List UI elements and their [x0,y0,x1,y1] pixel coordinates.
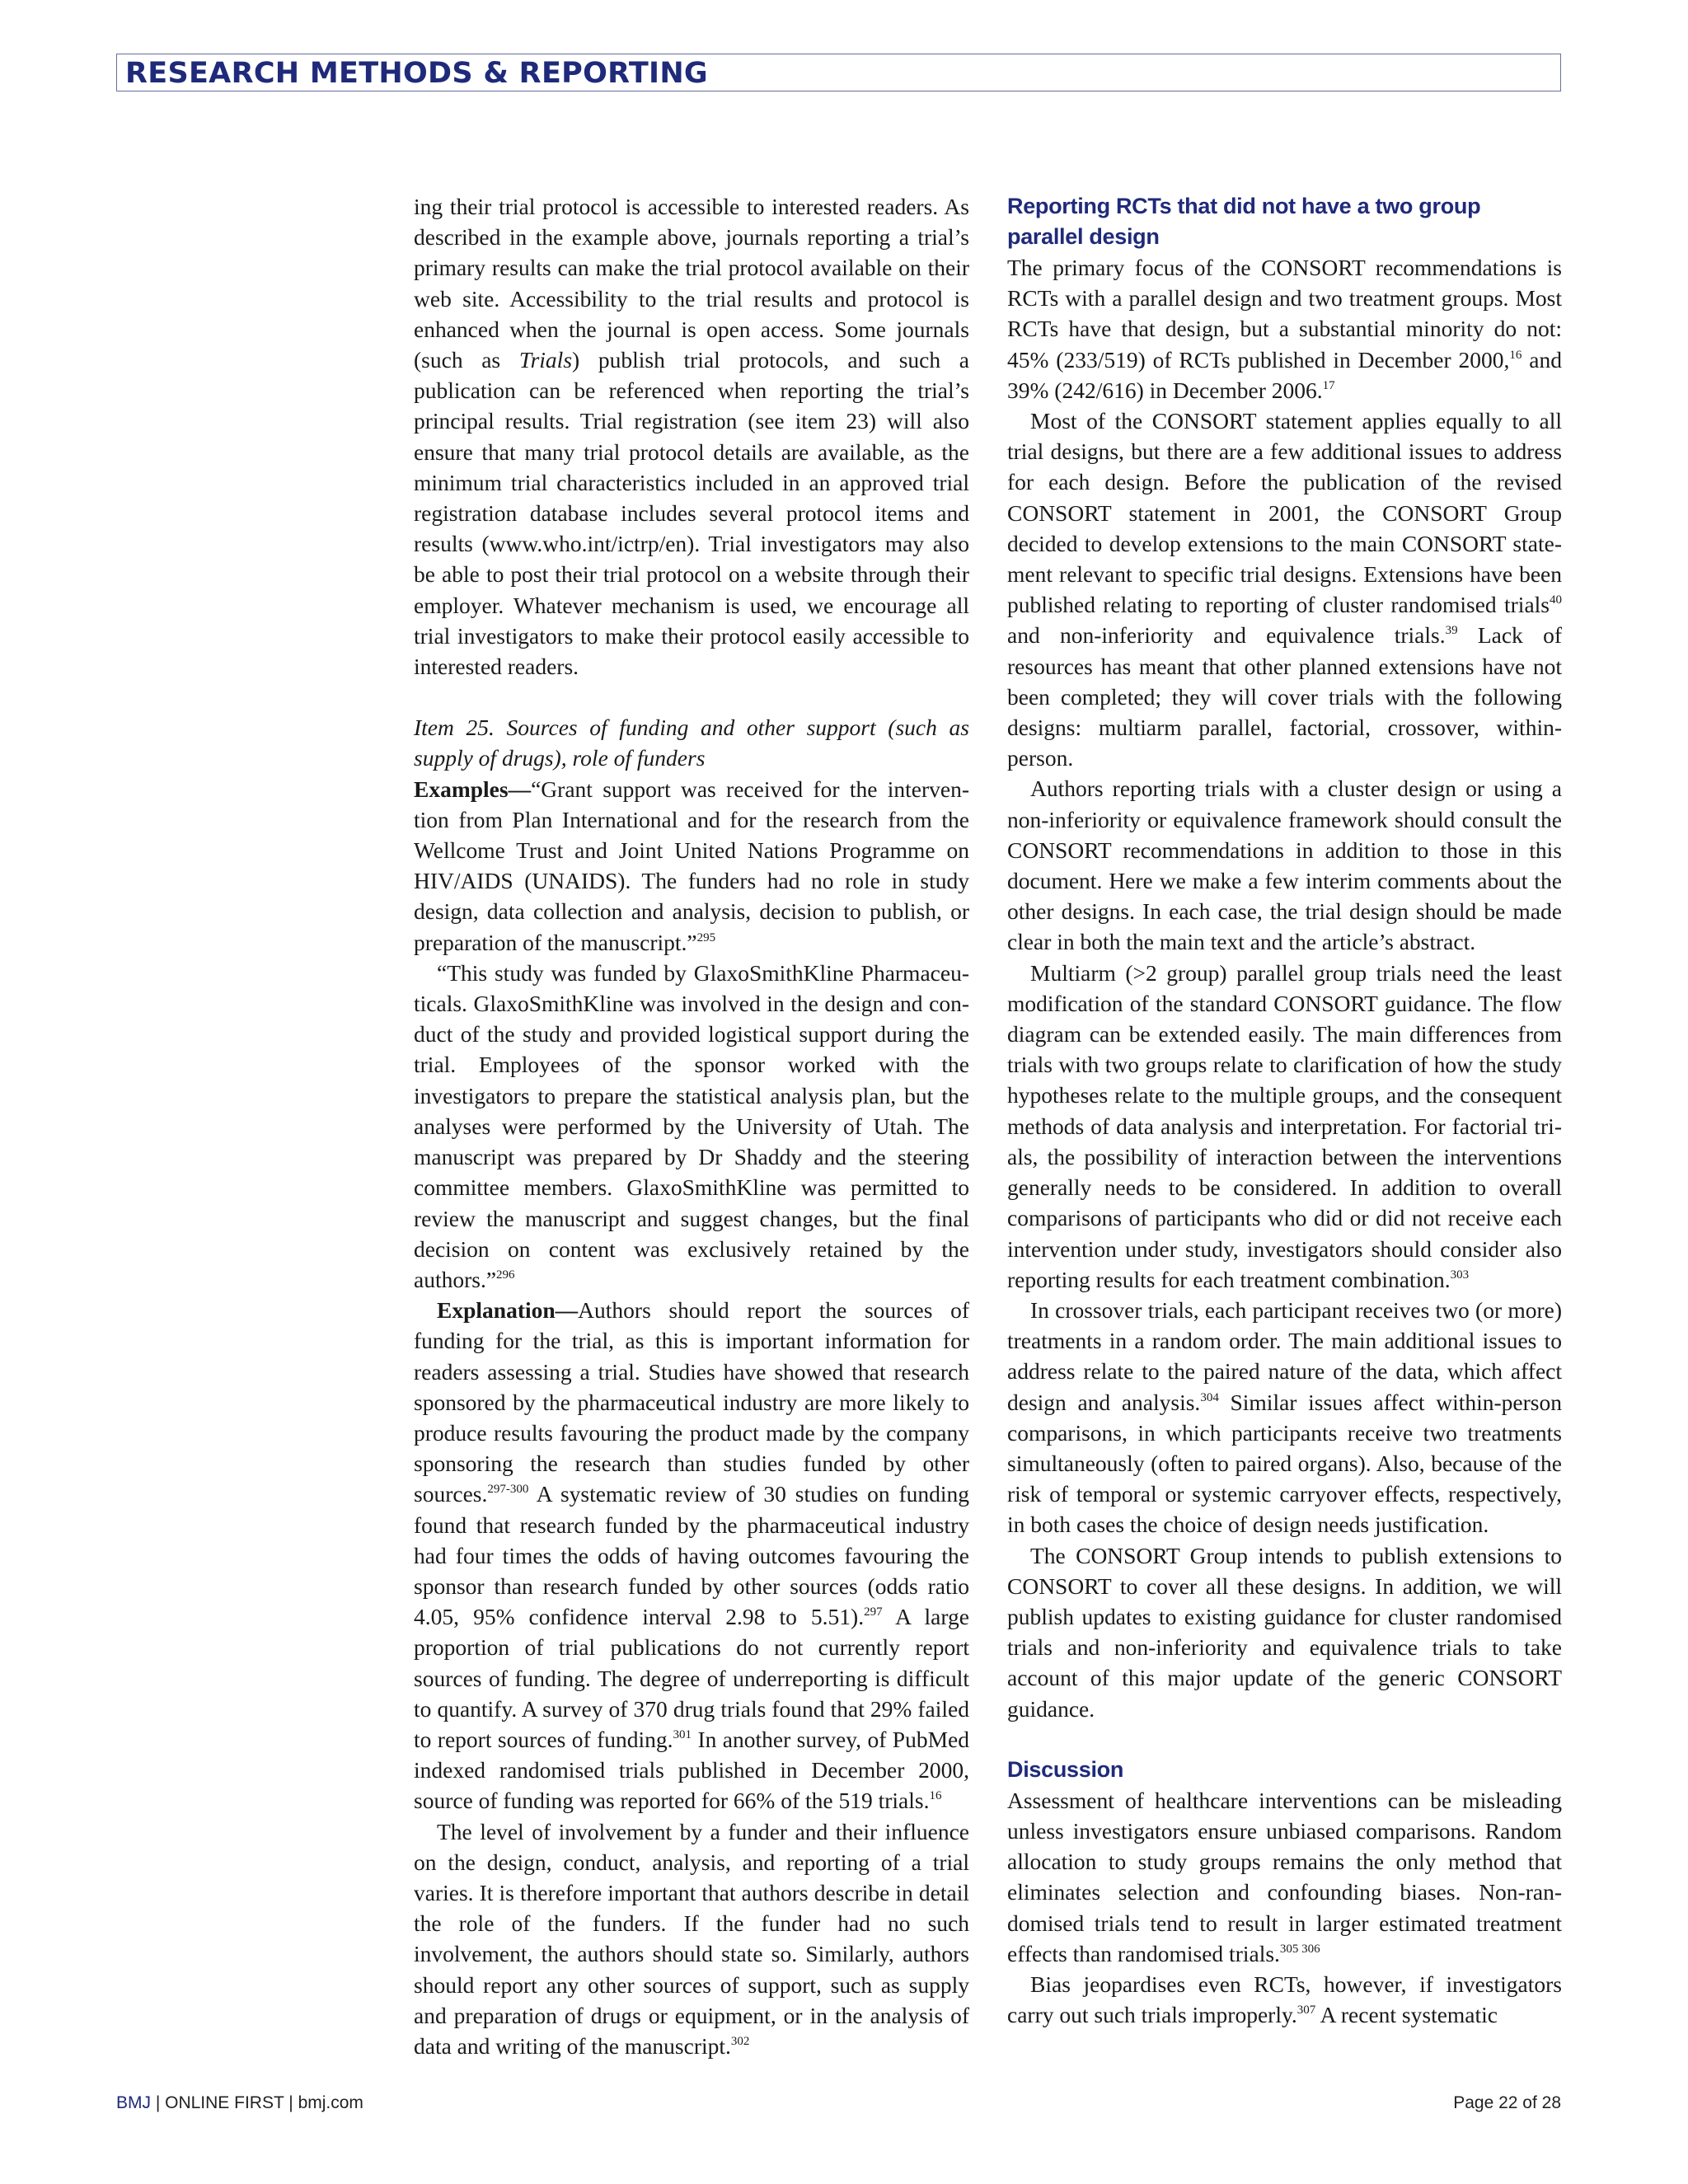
reference-superscript: 296 [496,1268,515,1282]
section-title: RESEARCH METHODS & REPORTING [125,57,708,90]
bias-paragraph [1007,1969,1562,2030]
reference-superscript: 307 [1296,2004,1316,2018]
edition-label: ONLINE FIRST [165,2093,284,2112]
text-run: The level of involvement by a funder and their influence on the design, conduct, analysis, and reporting of a trial varies. It is therefore important that authors describe in detail the role of the funders. If the funder had no such involvement, the authors should state so. Similarly, authors should report any other sources of support, such as supply and preparation of drugs or equipment, or in the analysis of data and writing of the manuscript. [414,1818,969,2059]
reference-superscript: 297-300 [487,1483,529,1497]
text-run: Similar issues affect within-person comparisons, in which participants receive two treatments simultaneously (often to paired organs). Also, because of the risk of temporal or systemic carryover effects, respectively, in both cases the choice of design needs justification. [1007,1389,1562,1538]
text-run: In crossover trials, each participant receives two (or more) treatments in a random order. The main additional issues to address relate to the paired nature of the data, which affect design and analysis. [1007,1296,1562,1415]
reference-superscript: 302 [730,2034,750,2048]
text-run: Lack of resources has meant that other planned extensions have not been completed; they will cover trials with the following designs: multiarm parallel, factorial, crossover, within-person. [1007,622,1562,771]
journal-brand: BMJ [116,2093,151,2112]
cluster-design-paragraph: Authors reporting trials with a cluster design or using a non-inferiority or equivalence framework should consult the CONSORT recommendations in addition to those in this document. Here we make a few interim comments about the other designs. In each case, the trial design should be made clear in both the main text and the article’s abstract. [1007,776,1562,955]
reference-superscript: 297 [864,1605,883,1619]
text-run: ing their trial protocol is accessible to interested readers. As described in the example above, journals reporting a trial’s primary results can make the trial protocol available on their web site. Accessibility to the trial results and protocol is enhanced when the journal is open access. Some journals (such as [414,194,969,373]
spacer [414,682,969,712]
example-2-paragraph [414,958,969,1295]
multiarm-paragraph [1007,958,1562,1295]
text-run: A large proportion of trial publications do not currently report sources of funding. The degree of underreporting is difficult to quantify. A survey of 370 drug trials found that 29% failed to report sources of funding. [414,1604,969,1752]
reference-superscript: 304 [1200,1390,1219,1404]
example-2-text: “This study was funded by GlaxoSmithKline Pharmaceuticals. GlaxoSmithKline was involved in the design and conduct of the study and provided logistical support during the trial. Employees of the sponsor worked with the investigators to prepare the statistical analysis plan, but the analyses were performed by the University of Utah. The manuscript was prepared by Dr Shaddy and the steering committee members. GlaxoSmithKline was permitted to review the manuscript and suggest changes, but the final decision on content was exclusively retained by the authors.” [414,959,969,1292]
explanation-paragraph [414,1295,969,1816]
primary-focus-paragraph [1007,252,1562,405]
reference-superscript: 301 [673,1727,692,1741]
funder-paragraph [414,1816,969,2062]
examples-label: Examples— [414,776,532,802]
examples-paragraph [414,774,969,958]
consort-extensions-paragraph [1007,405,1562,773]
reference-superscript: 295 [696,930,716,944]
protocol-paragraph [414,191,969,682]
spacer [1007,1724,1562,1755]
text-run: In another survey, of PubMed indexed randomised trials published in December 2000, source of funding was reported for 66% of the 519 trials. [414,1726,969,1814]
page-number: Page 22 of 28 [1453,2093,1561,2112]
footer-journal-info [116,2093,363,2113]
example-1-text: “Grant support was received for the intervention from Plan International and for the research from the Wellcome Trust and Joint United Nations Programme on HIV/AIDS (UNAIDS). The funders had no role in study design, data collection and analysis, decision to publish, or preparation of the manuscript.” [414,776,969,955]
text-run: Bias jeopardises even RCTs, however, if investigators carry out such trials improperly. [1007,1971,1562,2028]
text-run: and non-inferiority and equivalence trials. [1007,622,1446,649]
text-run: Multiarm (>2 group) parallel group trials need the least modification of the standard CONSORT guidance. The flow diagram can be extended easily. The main differences from trials with two groups relate to clarification of how the study hypotheses relate to the multiple groups, and the consequent methods of data analysis and interpretation. For factorial trials, the possibility of interaction between the interventions generally needs to be considered. In addition to overall comparisons of participants who did or did not receive each intervention under study, investigators should consider also reporting results for each treatment combination. [1007,959,1562,1292]
crossover-paragraph [1007,1295,1562,1540]
reference-superscript: 16 [1509,348,1522,362]
text-run: The primary focus of the CONSORT recommendations is RCTs with a parallel design and two treatment groups. Most RCTs have that design, but a substantial minority do not: 45% (233/519) of RCTs published in December 2000, [1007,255,1562,373]
text-run: A recent systematic [1315,2002,1498,2028]
reference-superscript: 39 [1445,624,1458,638]
reference-superscript: 17 [1322,378,1335,392]
text-run: Most of the CONSORT statement applies equally to all trial designs, but there are a few additional issues to address for each design. Before the publication of the revised CONSORT statement in 2001, the CONSORT Group decided to develop extensions to the main CONSORT statement relevant to specific trial designs. Extensions have been published relating to reporting of cluster randomised trials [1007,408,1562,618]
discussion-heading: Discussion [1007,1756,1124,1782]
reference-superscript: 40 [1550,593,1562,607]
reference-superscript: 305 306 [1279,1942,1320,1956]
text-run: and 39% (242/616) in December 2006. [1007,346,1562,403]
text-run: ) publish trial protocols, and such a publication can be referenced when reporting the trial’s principal results. Trial registration (see item 23) will also ensure that many trial protocol details are available, as the minimum trial characteristics included in an approved trial registration database includes several protocol items and results (www.who.int/ictrp/en). Trial investigators may also be able to post their trial protocol on a website through their employer. Whatever mechanism is used, we encourage all trial investigators to make their protocol easily accessible to interested readers. [414,347,969,680]
trial-designs-heading: Reporting RCTs that did not have a two group parallel design [1007,194,1481,249]
explanation-label: Explanation— [437,1297,579,1324]
assessment-paragraph [1007,1785,1562,1969]
left-column [414,191,969,2061]
separator: | [151,2093,166,2112]
right-column [1007,191,1562,2030]
reference-superscript: 303 [1450,1268,1470,1282]
separator: | [284,2093,298,2112]
item-25-heading: Item 25. Sources of funding and other support (such as supply of drugs), role of funders [414,715,969,771]
text-run: A systematic review of 30 studies on funding found that research funded by the pharmaceutical industry had four times the odds of having outcomes favouring the sponsor than research funded by other sources (odds ratio 4.05, 95% confidence interval 2.98 to 5.51). [414,1481,969,1630]
text-run: Assessment of healthcare interventions can be misleading unless investigators ensure unbiased comparisons. Random allocation to study groups remains the only method that eliminates selection and confounding biases. Non-randomised trials tend to result in larger estimated treatment effects than randomised trials. [1007,1787,1562,1966]
consort-group-paragraph: The CONSORT Group intends to publish extensions to CONSORT to cover all these designs. In addition, we will publish updates to existing guidance for cluster randomised trials and non-inferiority and equivalence trials to take account of this major update of the generic CONSORT guidance. [1007,1542,1562,1722]
site-link[interactable]: bmj.com [298,2093,363,2112]
text-run: Authors should report the sources of funding for the trial, as this is important information for readers assessing a trial. Studies have showed that research sponsored by the pharmaceutical industry are more likely to produce results favouring the product made by the company sponsoring the research than studies funded by other sources. [414,1297,969,1507]
journal-name: Trials [518,347,573,373]
section-header-bar [116,54,1561,91]
reference-superscript: 16 [929,1789,942,1803]
